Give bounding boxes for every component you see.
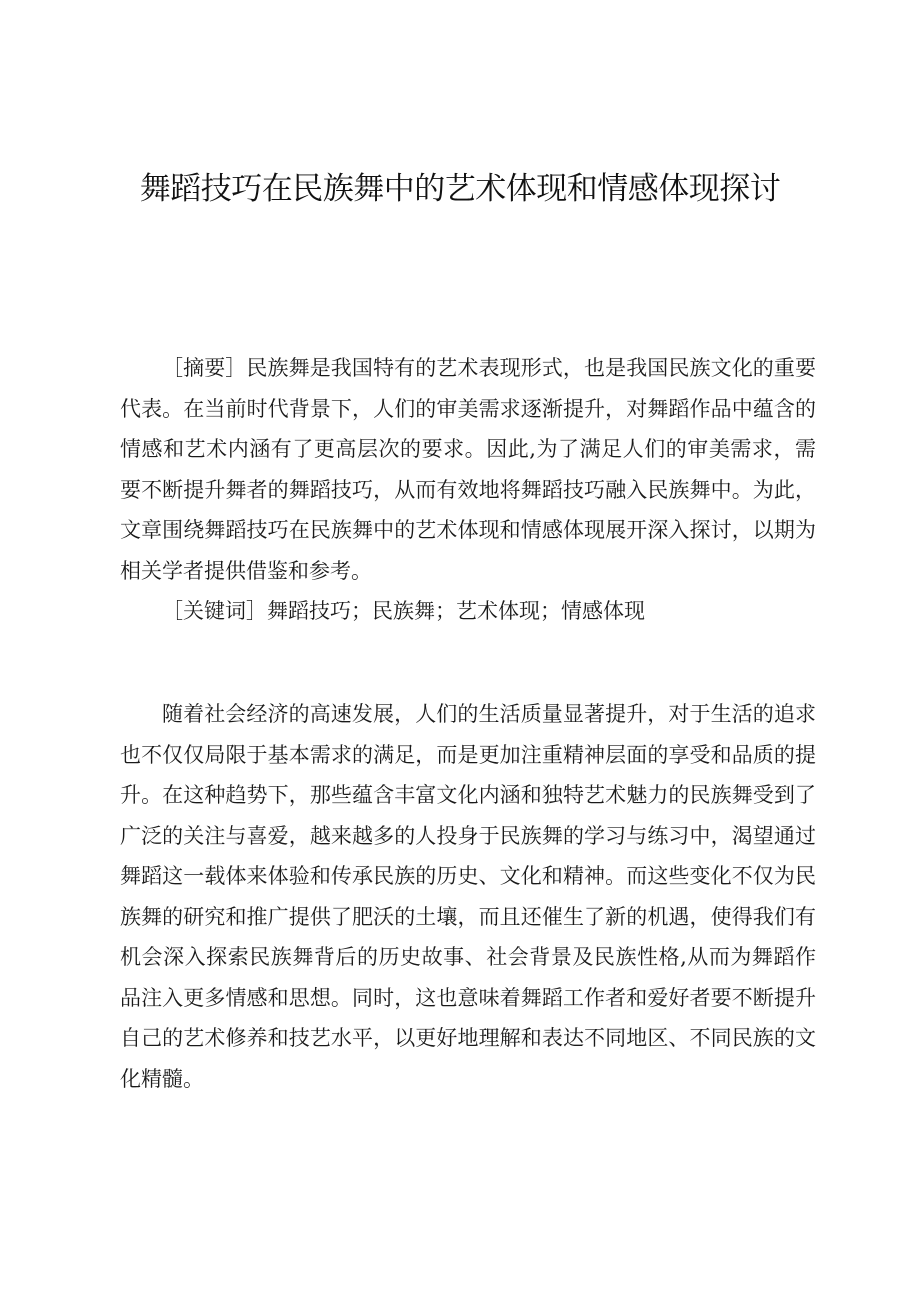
keywords-text: 舞蹈技巧；民族舞；艺术体现；情感体现	[267, 599, 645, 623]
keywords-label: ［关键词］	[162, 599, 267, 623]
document-title: 舞蹈技巧在民族舞中的艺术体现和情感体现探讨	[139, 171, 781, 207]
intro-paragraph: 随着社会经济的高速发展，人们的生活质量显著提升，对于生活的追求也不仅仅局限于基本需求的满足，而是更加注重精神层面的享受和品质的提升。在这种趋势下，那些蕴含丰富文化内涵和独特艺术魅力的民族舞受到了广泛的关注与喜爱，越来越多的人投身于民族舞的学习与练习中，渴望通过舞蹈这一载体来体验和传承民族的历史、文化和精神。而这些变化不仅为民族舞的研究和推广提供了肥沃的土壤，而且还催生了新的机遇，使得我们有机会深入探索民族舞背后的历史故事、社会背景及民族性格,从而为舞蹈作品注入更多情感和思想。同时，这也意味着舞蹈工作者和爱好者要不断提升自己的艺术修养和技艺水平，以更好地理解和表达不同地区、不同民族的文化精髓。	[120, 702, 816, 1091]
abstract-label: ［摘要］	[162, 356, 247, 380]
abstract-paragraph	[120, 348, 816, 591]
abstract-text: 民族舞是我国特有的艺术表现形式，也是我国民族文化的重要代表。在当前时代背景下，人们的审美需求逐渐提升，对舞蹈作品中蕴含的情感和艺术内涵有了更高层次的要求。因此,为了满足人们的审美需求，需要不断提升舞者的舞蹈技巧，从而有效地将舞蹈技巧融入民族舞中。为此，文章围绕舞蹈技巧在民族舞中的艺术体现和情感体现展开深入探讨，以期为相关学者提供借鉴和参考。	[120, 356, 817, 583]
keywords-paragraph	[120, 591, 816, 632]
